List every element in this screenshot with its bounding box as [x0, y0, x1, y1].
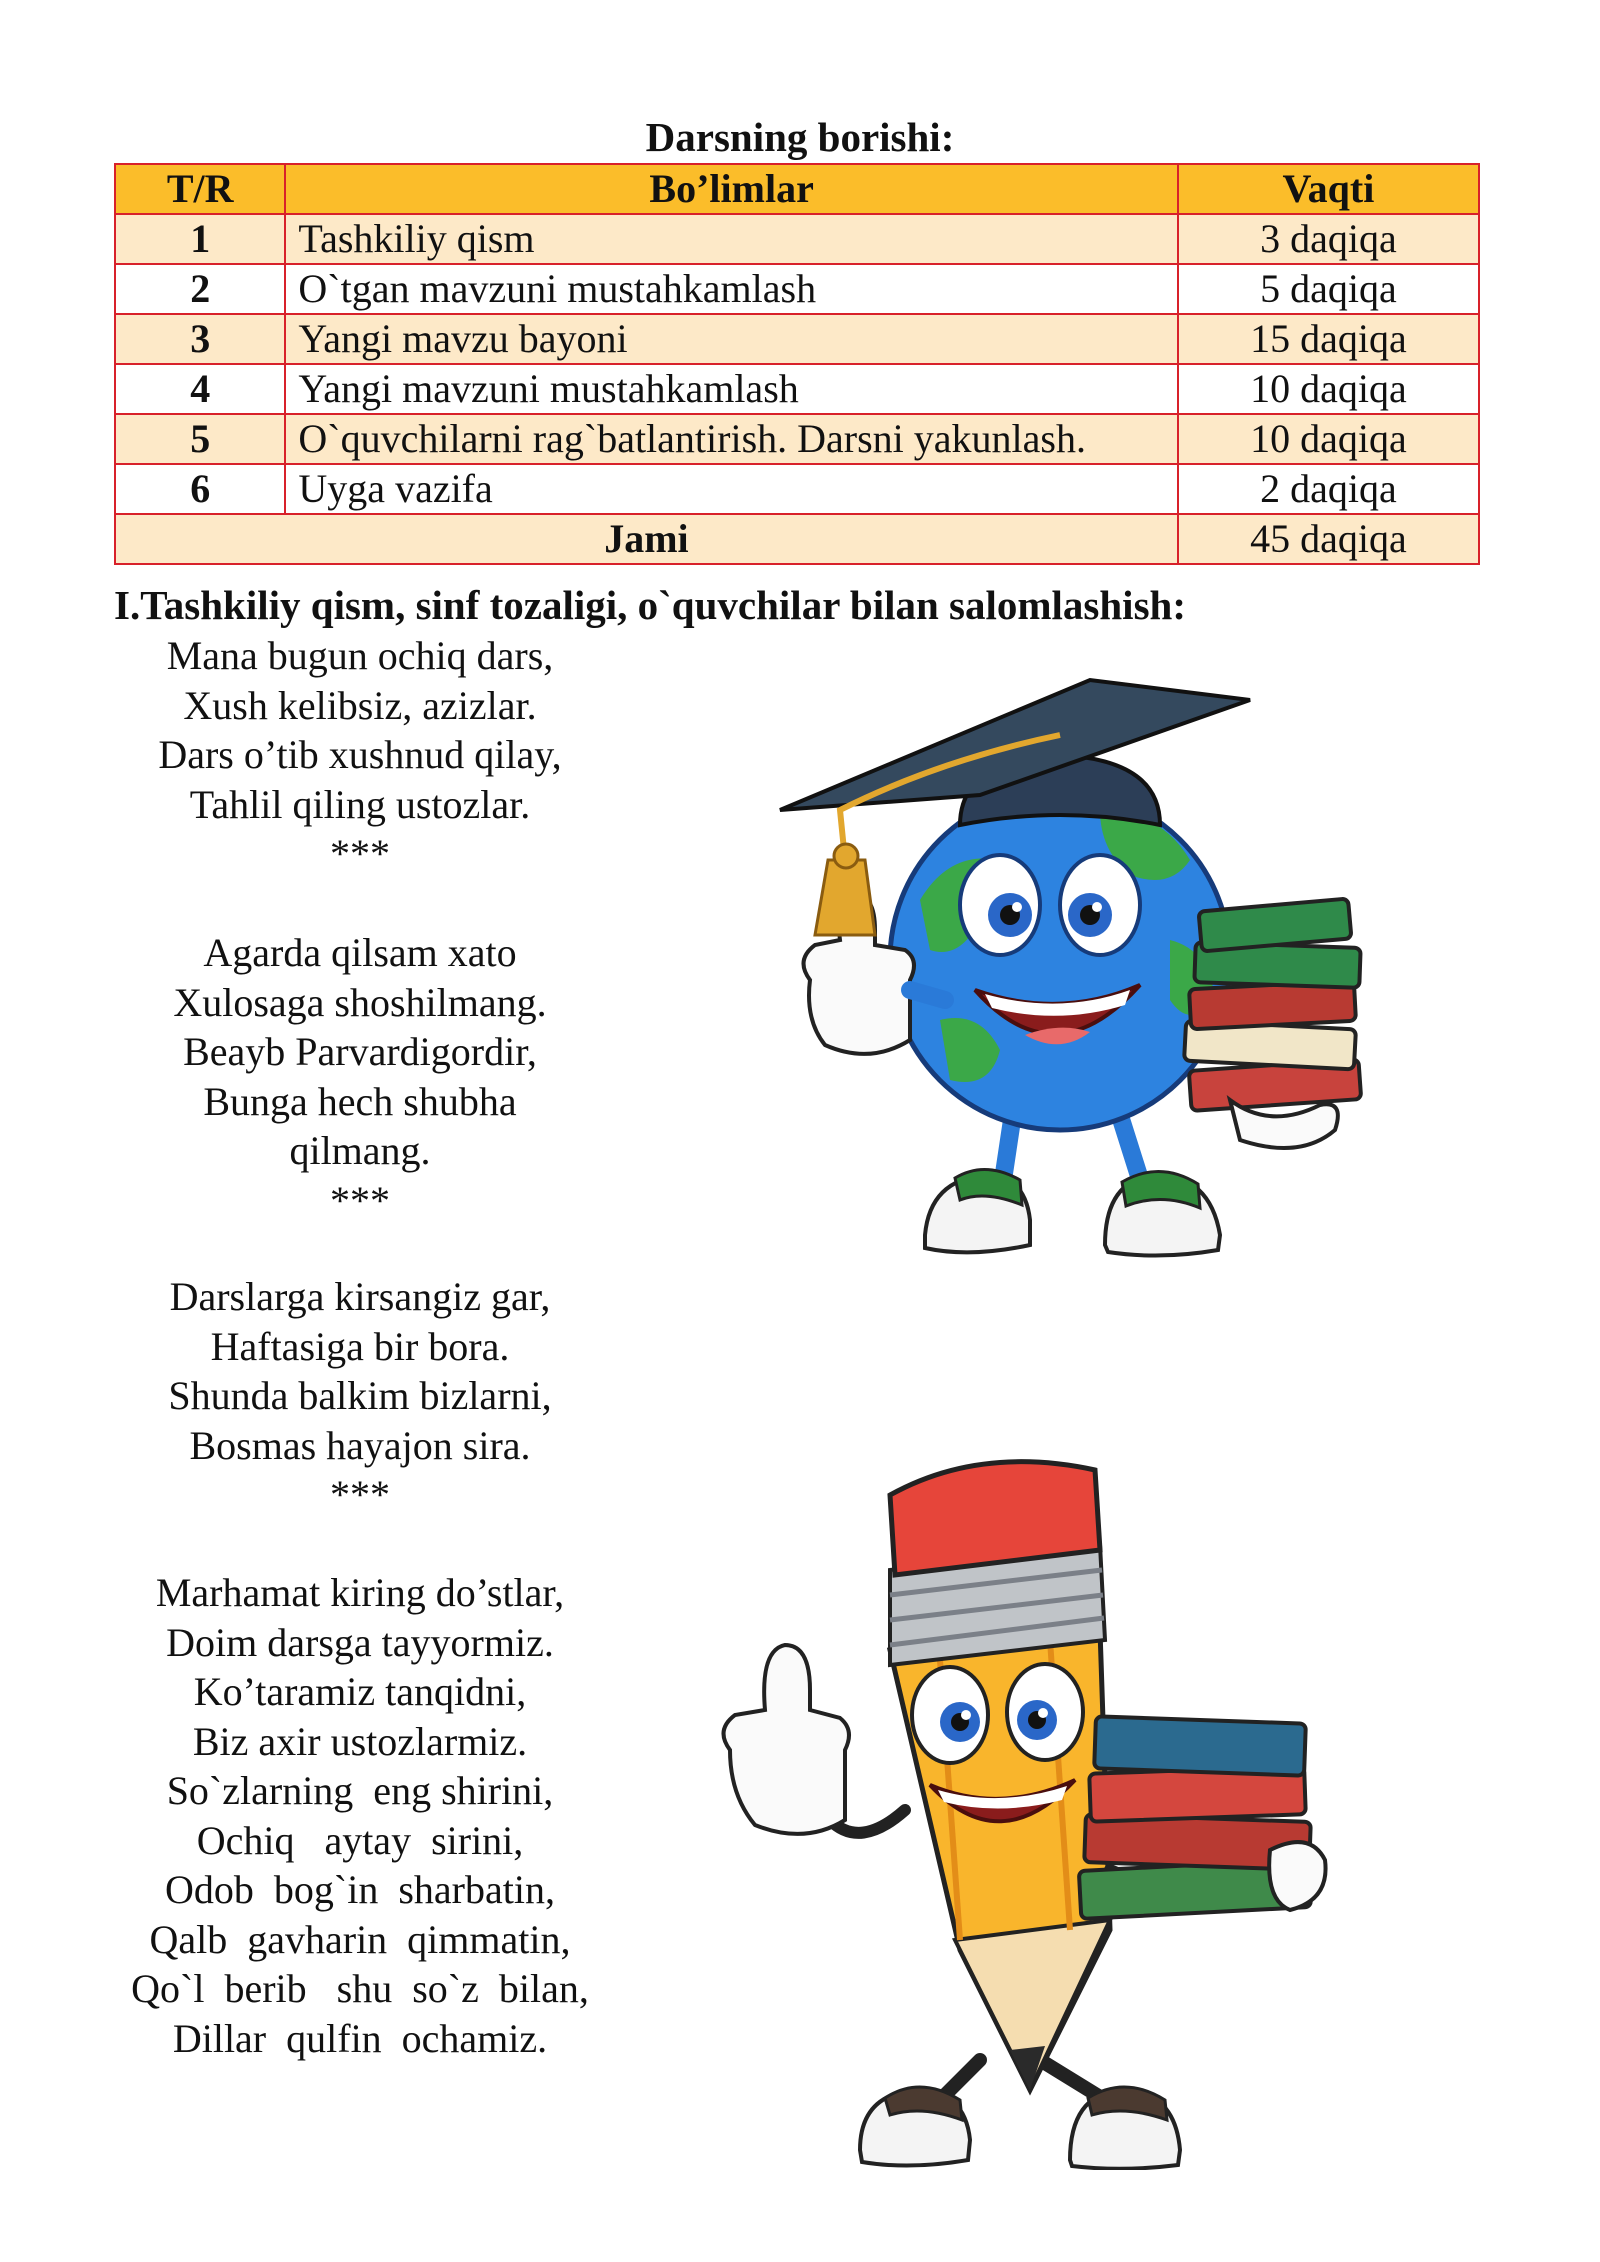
row-time: 15 daqiqa	[1178, 314, 1479, 364]
header-number: T/R	[115, 164, 285, 214]
page-title: Darsning borishi:	[645, 114, 955, 160]
row-number: 4	[115, 364, 285, 414]
header-sections: Bo’limlar	[285, 164, 1177, 214]
table-total-row	[115, 514, 1479, 564]
table-row	[115, 364, 1479, 414]
poem-line: Bosmas hayajon sira.	[189, 1422, 531, 1468]
poem-stanza-1	[60, 631, 660, 1225]
header-time: Vaqti	[1178, 164, 1479, 214]
left-shoe	[925, 1169, 1030, 1252]
stanza-separator: ***	[330, 831, 390, 876]
poem-line: Qalb gavharin qimmatin,	[149, 1916, 571, 1962]
book-stack	[1079, 1716, 1326, 1919]
poem-stanza-3	[60, 1568, 660, 2063]
row-section: Uyga vazifa	[285, 464, 1177, 514]
poem-line: Tahlil qiling ustozlar.	[189, 781, 531, 827]
poem-line: Xulosaga shoshilmang.	[173, 979, 547, 1025]
table-row	[115, 464, 1479, 514]
section-heading: I.Tashkiliy qism, sinf tozaligi, o`quvchilar bilan salomlashish:	[114, 582, 1186, 628]
right-shoe	[1105, 1171, 1220, 1255]
poem-line	[60, 879, 660, 929]
poem-line: Mana bugun ochiq dars,	[166, 633, 554, 678]
poem-line: Dillar qulfin ochamiz.	[172, 2015, 548, 2061]
poem-line: Dars o’tib xushnud qilay,	[158, 732, 562, 777]
poem-line: Ochiq aytay sirini,	[196, 1817, 524, 1863]
poem-line: Doim darsga tayyormiz.	[166, 1619, 554, 1665]
row-section: Tashkiliy qism	[285, 214, 1177, 264]
thumb-up-hand	[724, 1645, 905, 1834]
row-section: Yangi mavzuni mustahkamlash	[285, 364, 1177, 414]
poem-line: Bunga hech shubha	[203, 1078, 517, 1124]
poem-line: qilmang.	[289, 1128, 431, 1173]
pencil-mascot-illustration	[710, 1450, 1390, 2170]
table-row	[115, 214, 1479, 264]
table-row	[115, 264, 1479, 314]
row-time: 2 daqiqa	[1178, 464, 1479, 514]
row-section: O`tgan mavzuni mustahkamlash	[285, 264, 1177, 314]
poem-line: Xush kelibsiz, azizlar.	[183, 682, 537, 728]
stanza-separator: ***	[330, 1177, 390, 1223]
row-time: 3 daqiqa	[1178, 214, 1479, 264]
row-section: O`quvchilarni rag`batlantirish. Darsni yakunlash.	[285, 414, 1177, 464]
row-number: 1	[115, 214, 285, 264]
poem-line: Darslarga kirsangiz gar,	[169, 1274, 551, 1319]
poem-line: Haftasiga bir bora.	[210, 1323, 510, 1369]
poem-stanza-2	[60, 1272, 660, 1520]
right-shoe	[1070, 2087, 1180, 2169]
poem-line: Marhamat kiring do’stlar,	[155, 1570, 565, 1615]
row-number: 6	[115, 464, 285, 514]
stanza-separator: ***	[330, 1472, 390, 1517]
poem-line: So`zlarning eng shirini,	[166, 1768, 554, 1813]
poem-line: Beayb Parvardigordir,	[183, 1029, 537, 1074]
poem-line: Qo`l berib shu so`z bilan,	[131, 1966, 589, 2011]
row-time: 10 daqiqa	[1178, 414, 1479, 464]
row-time: 10 daqiqa	[1178, 364, 1479, 414]
row-number: 3	[115, 314, 285, 364]
row-time: 5 daqiqa	[1178, 264, 1479, 314]
poem-line: Ko’taramiz tanqidni,	[193, 1669, 527, 1714]
book-stack	[1184, 899, 1361, 1148]
table-header-row	[115, 164, 1479, 214]
table-row	[115, 414, 1479, 464]
total-label: Jami	[115, 514, 1178, 564]
table-row	[115, 314, 1479, 364]
row-section: Yangi mavzu bayoni	[285, 314, 1177, 364]
poem-line: Agarda qilsam xato	[203, 930, 517, 975]
poem-line: Biz axir ustozlarmiz.	[192, 1718, 528, 1764]
poem-line: Shunda balkim bizlarni,	[168, 1373, 552, 1418]
left-shoe	[860, 2087, 970, 2166]
globe-mascot-illustration	[770, 660, 1380, 1280]
row-number: 2	[115, 264, 285, 314]
poem-line: Odob bog`in sharbatin,	[165, 1867, 555, 1912]
lesson-plan-table	[114, 163, 1480, 565]
total-time: 45 daqiqa	[1178, 514, 1479, 564]
row-number: 5	[115, 414, 285, 464]
